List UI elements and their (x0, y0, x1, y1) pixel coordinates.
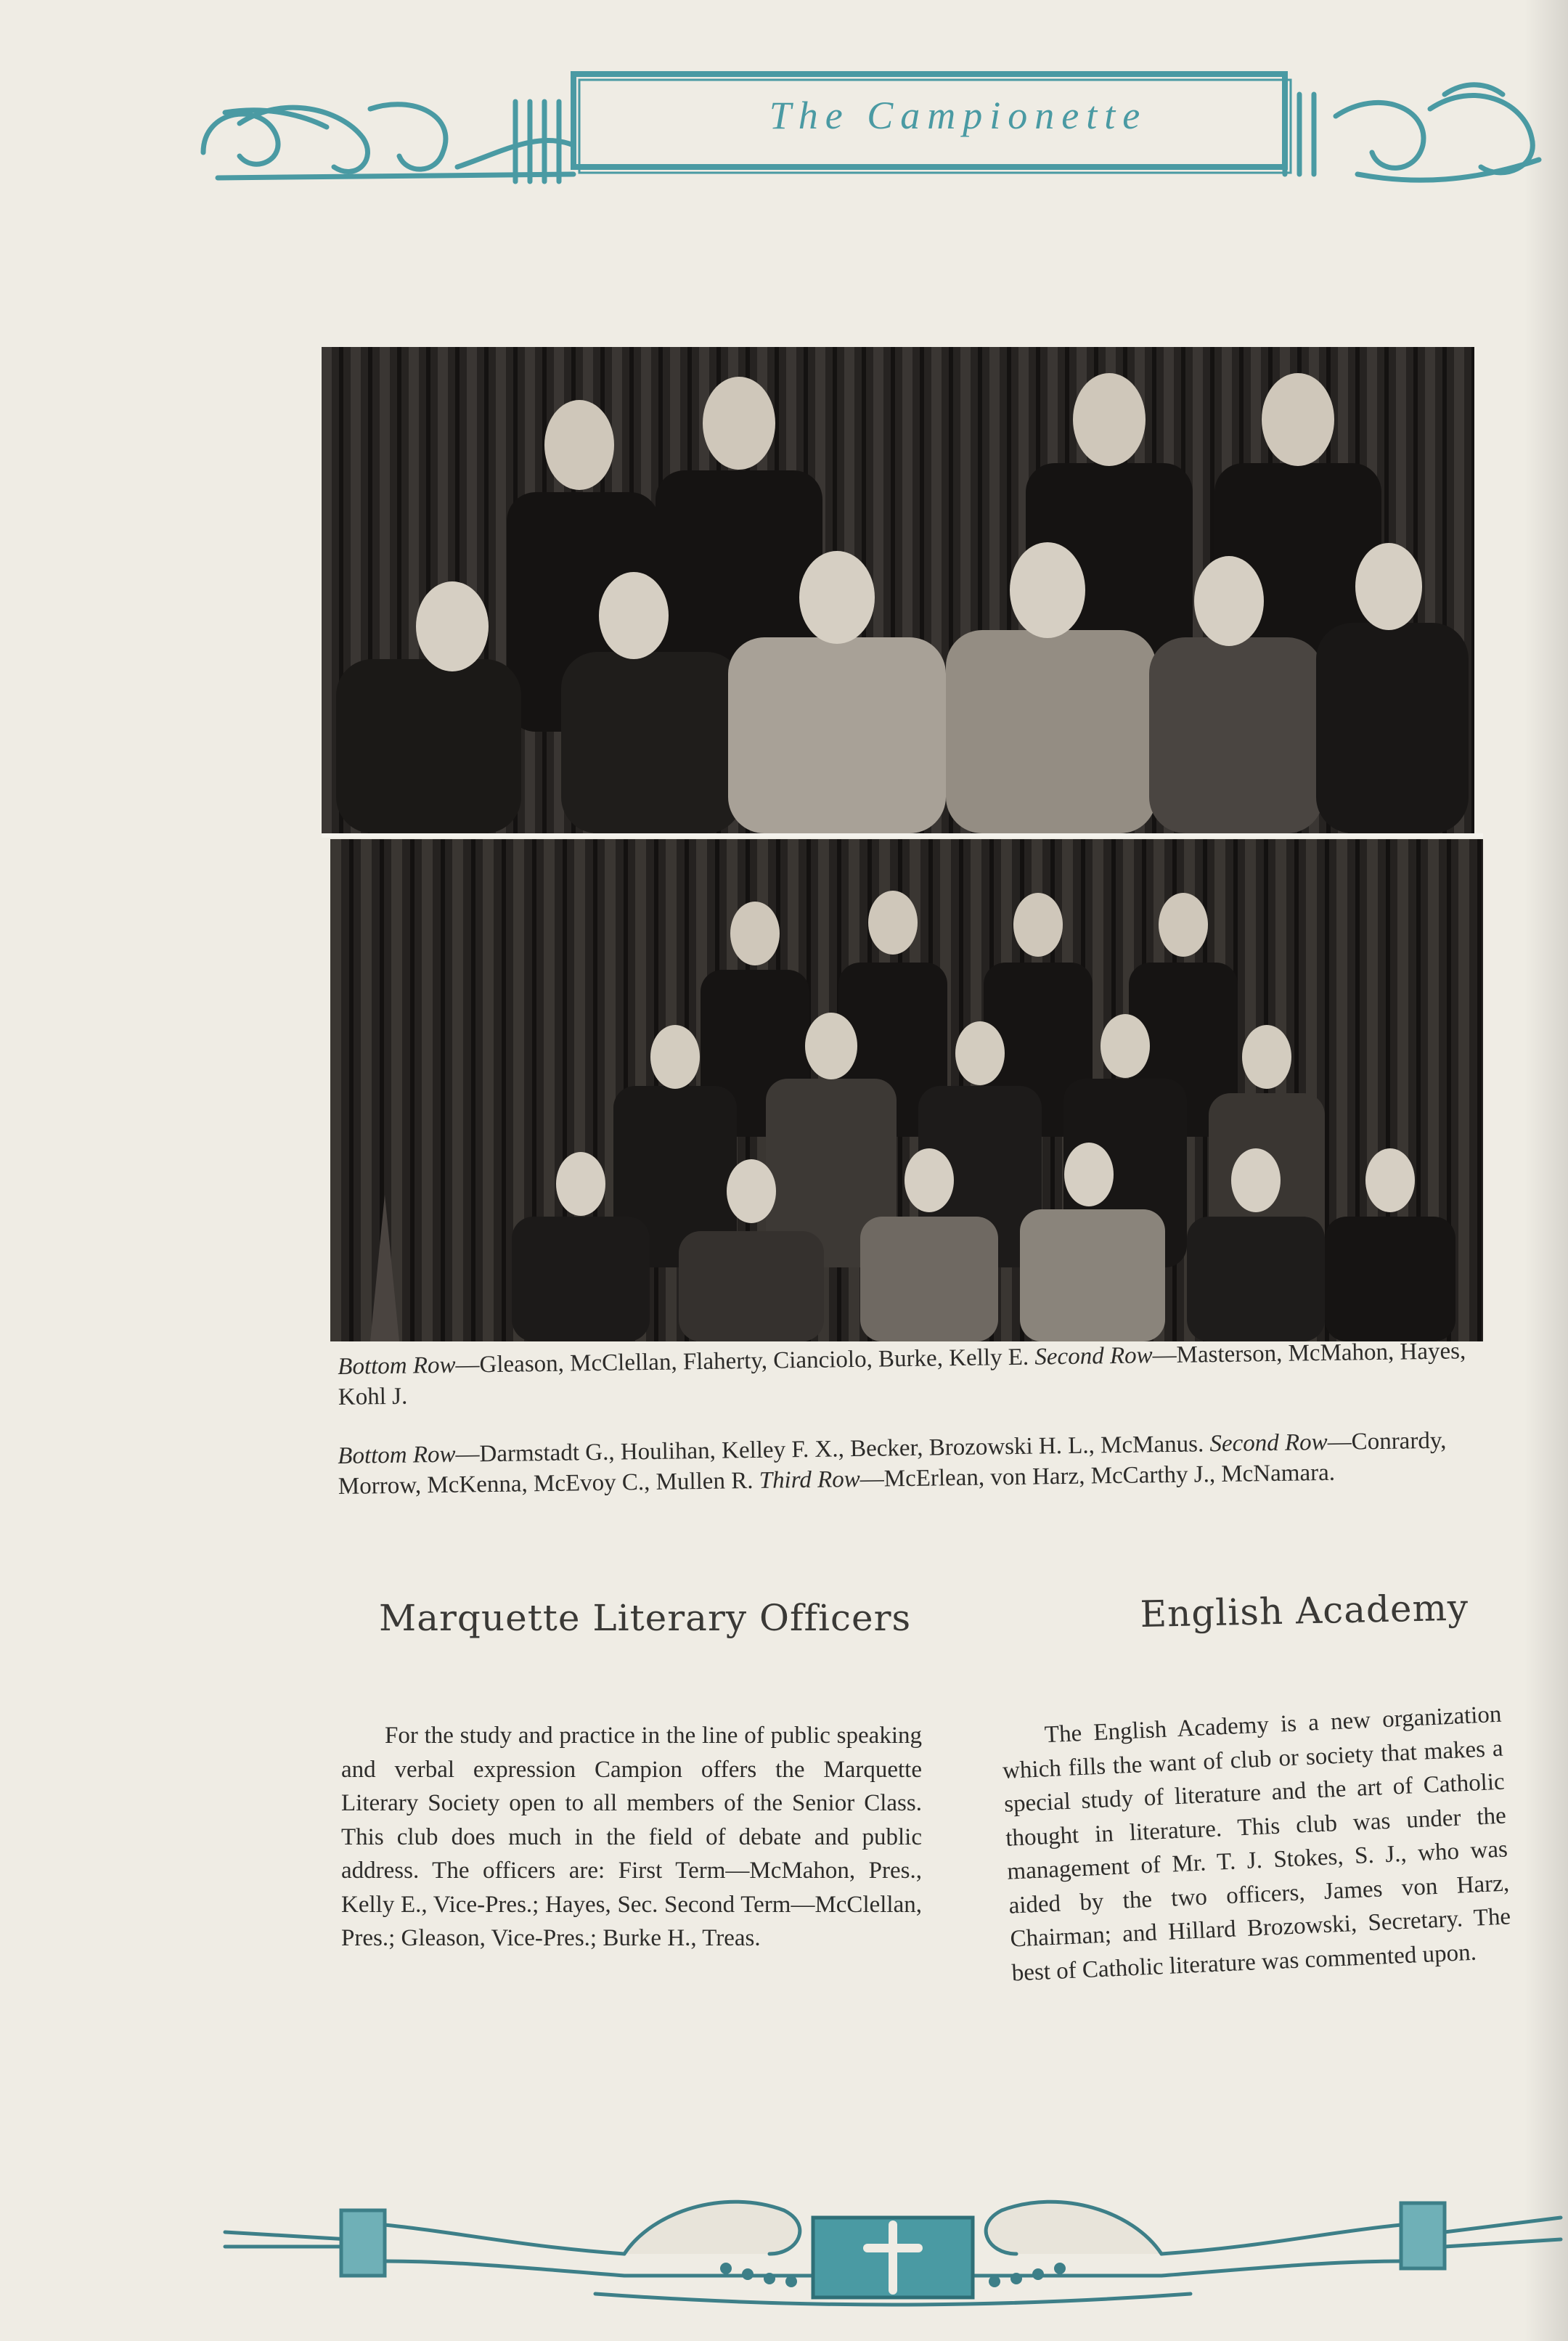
caption-names: —Masterson, McMahon, Hayes, Kohl J. (338, 1338, 1466, 1410)
photo-people-icon (322, 347, 1474, 833)
caption-names: —Darmstadt G., Houlihan, Kelley F. X., Becker, Brozowski H. L., McManus. (455, 1431, 1204, 1468)
crossed-torches-cross-icon (218, 2167, 1568, 2312)
section-title-marquette: Marquette Literary Officers (379, 1597, 912, 1639)
body-text-english-academy: The English Academy is a new organization which fills the want of club or society that makes a special study of literature and the art of Catholic thought in literature. This club was under the management of Mr. T. J. Stokes, S. J., who was aided by the two officers, James von Harz, Chairman; and Hillard Brozowski, Secretary. The best of Catholic literature was commented upon. (1002, 1701, 1511, 1987)
caption-row-label: Bottom Row (338, 1441, 456, 1469)
caption-names: —Gleason, McClellan, Flaherty, Cianciolo, Burke, Kelly E. (455, 1344, 1029, 1378)
caption-row-label: Second Row (1209, 1429, 1328, 1458)
caption-bottom-photo (338, 1425, 1493, 1502)
body-text-marquette: For the study and practice in the line of public speaking and verbal expression Campion offers the Marquette Literary Society open to all members of the Senior Class. This club does much in the field of debate and public address. The officers are: First Term—McMahon, Pres., Kelly E., Vice-Pres.; Hayes, Sec. Second Term—McClellan, Pres.; Gleason, Vice-Pres.; Burke H., Treas. (341, 1723, 922, 1951)
page-title: The Campionette (769, 94, 1148, 137)
footer-ornament (218, 2167, 1568, 2312)
page-edge-shadow (1524, 0, 1568, 2341)
header-banner (196, 65, 1553, 196)
photo-divider (322, 833, 1483, 838)
caption-names: —Conrardy, Morrow, McKenna, McEvoy C., Mullen R. (338, 1427, 1447, 1500)
section-title-english-academy: English Academy (1140, 1586, 1469, 1635)
caption-top-photo (338, 1336, 1493, 1413)
photo-people-icon (330, 839, 1483, 1341)
caption-row-label: Third Row (759, 1466, 860, 1494)
group-photo-bottom (330, 839, 1483, 1341)
caption-row-label: Second Row (1034, 1342, 1153, 1370)
caption-names: —McErlean, von Harz, McCarthy J., McNamara. (859, 1459, 1336, 1492)
group-photo-top (322, 347, 1474, 833)
caption-row-label: Bottom Row (338, 1352, 456, 1380)
